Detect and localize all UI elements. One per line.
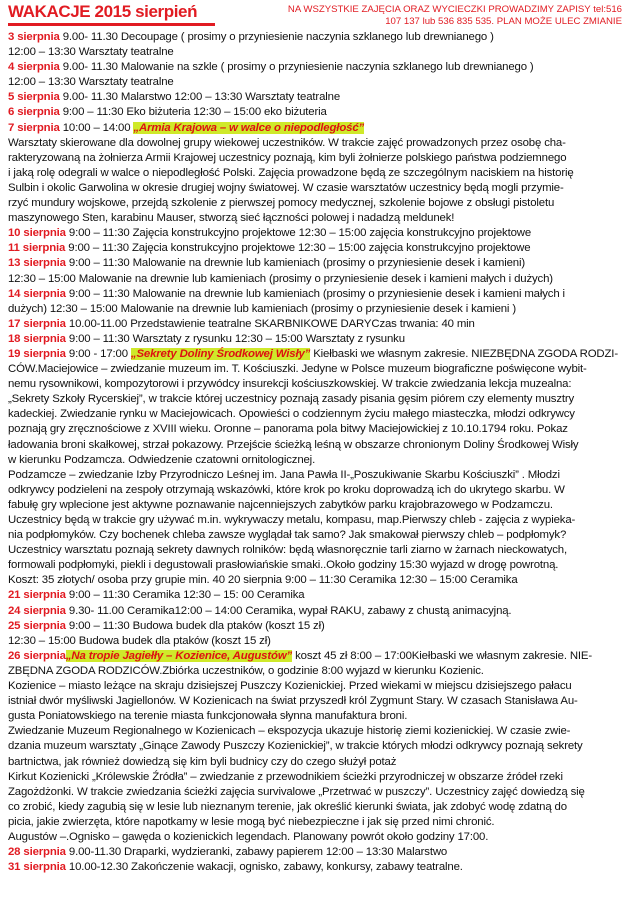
description-line [8, 634, 630, 649]
description-line [8, 755, 630, 770]
entry-text: CÓW.Maciejowice – zwiedzanie muzeum im. T. Kościuszki. Jedyne w Polsce muzeum biograficzne poświęcone wybit- [8, 363, 587, 376]
entry-text: Kirkut Kozienicki „Królewskie Źródła” – zwiedzanie z przewodnikiem ścieżki przyrodniczej w obszarze źródeł rzeki [8, 770, 563, 783]
entry-date: 3 sierpnia [8, 31, 60, 43]
entry-text: „Sekrety Szkoły Rycerskiej”, w trakcie której uczestnicy poznają zasady pisania gęsim piórem czy elementy musztry [8, 393, 575, 406]
schedule-entry [8, 588, 630, 603]
entry-text: 9:00 – 11:30 Zajęcia konstrukcyjno projektowe 12:30 – 15:00 zajęcia konstrukcyjno projektowe [65, 227, 532, 240]
entry-date: 18 sierpnia [8, 332, 66, 345]
trip-title-highlight: „Sekrety Doliny Środkowej Wisły” [130, 347, 311, 360]
entry-text: Sulbin i okolic Garwolina w okresie drugiej wojny światowej. W czasie warsztatów uczestnicy będą mogli przymie- [8, 181, 564, 194]
page-title [8, 2, 215, 26]
description-line [8, 272, 630, 287]
entry-text-continued: Kiełbaski we własnym zakresie. NIEZBĘDNA ZGODA RODZI- [310, 347, 618, 360]
entry-text: Uczestnicy warsztatu poznają sekrety dawnych rolników: będą własnoręcznie tarli ziarno w żarnach nieckowatych, [8, 544, 567, 557]
title-text: WAKACJE 2015 sierpień [8, 2, 198, 21]
entry-text: 9.00- 11.30 Malarstwo 12:00 – 13:30 Warsztaty teatralne [59, 91, 341, 104]
schedule-entry [8, 860, 630, 875]
description-line [8, 196, 630, 211]
entry-text: bartnictwa, jak również dowiedzą się kim byli budnicy czy do czego służył potaż [8, 755, 397, 768]
description-line [8, 75, 630, 90]
entry-date: 31 sierpnia [8, 861, 66, 874]
entry-text: 10.00-11.00 Przedstawienie teatralne SKARBNIKOWE DARYCzas trwania: 40 min [65, 317, 475, 330]
description-line [8, 166, 630, 181]
entry-text: Koszt: 35 złotych/ osoba przy grupie min. 40 20 sierpnia 9:00 – 11:30 Ceramika 12:30 – 15:00 Ceramika [8, 574, 518, 587]
description-line [8, 453, 630, 468]
description-line [8, 211, 630, 226]
description-line [8, 770, 630, 785]
schedule-entry [8, 121, 630, 136]
entry-text: formowali podpłomyki, piekli i degustowali prasłowiańskie smaki..Około godziny 15:30 wyjazd w drogę powrotną. [8, 559, 559, 572]
description-line [8, 558, 630, 573]
entry-text: 10:00 – 14:00 [59, 121, 134, 134]
entry-date: 11 sierpnia [8, 242, 66, 255]
entry-text: rakteryzowaną na żołnierza Armii Krajowej uczestnicy poznają, kim byli żołnierze polskiego państwa podziemnego [8, 151, 567, 164]
trip-title-highlight: „Na tropie Jagiełły – Kozienice, Augustów” [65, 649, 293, 662]
entry-text: 9.00- 11.30 Decoupage ( prosimy o przyniesienie naczynia szklanego lub drewnianego ) [59, 31, 494, 43]
description-line [8, 724, 630, 739]
entry-text: picia, jakie zwierzęta, które napotkamy w lesie mogą być niebezpieczne i jak się przed nimi chronić. [8, 815, 495, 828]
entry-text: 9:00 – 11:30 Malowanie na drewnie lub kamieniach (prosimy o przyniesienie desek i kamieni) [65, 257, 525, 270]
description-line [8, 377, 630, 392]
description-line [8, 513, 630, 528]
entry-text: co zrobić, kiedy zagubią się w lesie lub nieznanym terenie, jak określić kierunki świata, jak zdobyć wodę zdatną do [8, 800, 567, 813]
schedule-entry [8, 60, 630, 75]
description-line [8, 422, 630, 437]
entry-text: 12:00 – 13:30 Warsztaty teatralne [8, 76, 174, 89]
entry-text: fabułę gry wplecione jest aktywne poznawanie najcenniejszych zabytków parku krajobrazowego w Podzamczu. [8, 498, 553, 511]
entry-text: 10.00-12.30 Zakończenie wakacji, ognisko, zabawy, konkursy, zabawy teatralne. [65, 861, 463, 874]
entry-text: Warsztaty skierowane dla dowolnej grupy wiekowej uczestników. W trakcie zajęć prowadzonych przez osobę cha- [8, 136, 566, 149]
schedule-entry [8, 90, 630, 105]
schedule-entry [8, 649, 630, 664]
schedule-entry [8, 287, 630, 302]
entry-text: dużych) 12:30 – 15:00 Malowanie na drewnie lub kamieniach (prosimy o przyniesienie desek i kamieni ) [8, 302, 516, 315]
entry-date: 13 sierpnia [8, 257, 66, 270]
entry-date: 10 sierpnia [8, 227, 66, 240]
description-line [8, 151, 630, 166]
entry-text: nemu rysownikowi, kompozytorowi i przywódcy insurekcji kościuszkowskiej. W trakcie zwiedzania lekcja muzealna: [8, 378, 572, 391]
schedule-entry [8, 317, 630, 332]
schedule-entry [8, 604, 630, 619]
description-line [8, 709, 630, 724]
description-line [8, 815, 630, 830]
entry-date: 5 sierpnia [8, 91, 60, 104]
entry-text: Zagożdżonki. W trakcie zwiedzania ścieżki zajęcia survivalowe „Przetrwać w puszczy”. Uczestnicy zajęć dowiedzą się [8, 785, 585, 798]
schedule-entry [8, 845, 630, 860]
entry-text: istniał dwór myśliwski Jagiellonów. W Kozienicach na świat przyszedł król Zygmunt Stary. W czasach Stanisława Au- [8, 695, 578, 708]
description-line [8, 573, 630, 588]
description-line [8, 362, 630, 377]
description-line [8, 664, 630, 679]
entry-text: 12:30 – 15:00 Malowanie na drewnie lub kamieniach (prosimy o przyniesienie desek i kamieni małych i dużych) [8, 272, 553, 285]
entry-text: 9:00 – 11:30 Warsztaty z rysunku 12:30 – 15:00 Warsztaty z rysunku [65, 332, 405, 345]
entry-text: w kierunku Podzamcza. Odwiedzenie czatowni ornitologicznej. [8, 453, 316, 466]
entry-text: rzyć mundury wojskowe, przejdą szkolenie z pierwszej pomocy medycznej, szkolenie bojowe z obsługi pistoletu [8, 197, 555, 210]
description-line [8, 543, 630, 558]
entry-text: 12:30 – 15:00 Budowa budek dla ptaków (koszt 15 zł) [8, 634, 271, 647]
entry-text: kadeckiej. Zwiedzanie rynku w Maciejowicach. Opowieści o codziennym życiu małego miasteczka, młodzi odkrywcy [8, 408, 575, 421]
signup-notice: NA WSZYSTKIE ZAJĘCIA ORAZ WYCIECZKI PROWADZIMY ZAPISY tel:516 107 137 lub 536 835 535. PLAN MOŻE ULEC ZMIANIE [287, 4, 622, 27]
entry-date: 14 sierpnia [8, 287, 66, 300]
schedule-entry [8, 105, 630, 120]
schedule-entry [8, 256, 630, 271]
schedule-text [8, 30, 630, 875]
entry-date: 26 sierpnia [8, 649, 66, 662]
description-line [8, 800, 630, 815]
entry-text: ładowania broni skałkowej, strzał pokazowy. Przejście ścieżką leśną w obszarze chronionym Doliny Środkowej Wisły [8, 438, 579, 451]
entry-text: Kozienice – miasto leżące na skraju dzisiejszej Puszczy Kozienickiej. Przed wiekami w miejscu dzisiejszego pałacu [8, 680, 572, 693]
entry-text: poznają gry zręcznościowe z XVIII wieku. Oronne – panorama pola bitwy Maciejowickiej z 10.10.1794 roku. Pokaz [8, 423, 568, 436]
description-line [8, 181, 630, 196]
description-line [8, 498, 630, 513]
entry-text: gusta Poniatowskiego na terenie miasta funkcjonowała słynna manufaktura broni. [8, 710, 408, 723]
entry-text: 9:00 - 17:00 [65, 347, 131, 360]
entry-text: 9:00 – 11:30 Eko biżuteria 12:30 – 15:00 eko biżuteria [59, 106, 327, 119]
entry-text: 9.00-11.30 Draparki, wydzieranki, zabawy papierem 12:00 – 13:30 Malarstwo [65, 846, 448, 859]
entry-text: i jaką rolę odegrali w walce o niepodległość Polski. Zajęcia prowadzone będą ze szczególnym naciskiem na historię [8, 166, 574, 179]
description-line [8, 483, 630, 498]
entry-text: Zwiedzanie Muzeum Regionalnego w Kozienicach – ekspozycja ukazuje historię ziemi kozienickiej. W czasie zwie- [8, 725, 571, 738]
description-line [8, 830, 630, 845]
entry-text: maszynowego Sten, karabinu Mauser, stworzą sieć łączności polowej i nadadzą meldunek! [8, 212, 455, 225]
entry-date: 17 sierpnia [8, 317, 66, 330]
description-line [8, 528, 630, 543]
schedule-entry [8, 347, 630, 362]
schedule-entry [8, 619, 630, 634]
entry-date: 7 sierpnia [8, 121, 60, 134]
description-line [8, 407, 630, 422]
title-underline [8, 23, 215, 26]
entry-date: 24 sierpnia [8, 604, 66, 617]
entry-date: 25 sierpnia [8, 619, 66, 632]
entry-date: 21 sierpnia [8, 589, 66, 602]
description-line [8, 45, 630, 60]
entry-text: 9:00 – 11:30 Malowanie na drewnie lub kamieniach (prosimy o przyniesienie desek i kamieni małych i [65, 287, 565, 300]
schedule-entry [8, 241, 630, 256]
description-line [8, 136, 630, 151]
description-line [8, 739, 630, 754]
entry-text-continued: koszt 45 zł 8:00 – 17:00Kiełbaski we własnym zakresie. NIE- [292, 649, 593, 662]
entry-text: 9:00 – 11:30 Budowa budek dla ptaków (koszt 15 zł) [65, 619, 325, 632]
description-line [8, 392, 630, 407]
entry-text: 9.00- 11.30 Malowanie na szkle ( prosimy o przyniesienie naczynia szklanego lub drewnianego ) [59, 61, 534, 74]
description-line [8, 694, 630, 709]
entry-date: 4 sierpnia [8, 61, 60, 74]
entry-text: 9:00 – 11:30 Ceramika 12:30 – 15: 00 Ceramika [65, 589, 305, 602]
schedule-entry [8, 332, 630, 347]
description-line [8, 785, 630, 800]
entry-date: 19 sierpnia [8, 347, 66, 360]
entry-text: dzania muzeum warsztaty „Ginące Zawody Puszczy Kozienickiej”, w trakcie których młodzi odkrywcy poznają sekrety [8, 740, 583, 753]
schedule-entry [8, 226, 630, 241]
description-line [8, 302, 630, 317]
entry-text: 12:00 – 13:30 Warsztaty teatralne [8, 46, 174, 59]
description-line [8, 438, 630, 453]
trip-title-highlight: „Armia Krajowa – w walce o niepodległość” [133, 121, 365, 134]
description-line [8, 679, 630, 694]
description-line [8, 468, 630, 483]
entry-text: ZBĘDNA ZGODA RODZICÓW.Zbiórka uczestników, o godzinie 8:00 wyjazd w kierunku Kozienic. [8, 664, 484, 677]
entry-text: 9:00 – 11:30 Zajęcia konstrukcyjno projektowe 12:30 – 15:00 zajęcia konstrukcyjno projektowe [65, 242, 531, 255]
entry-date: 28 sierpnia [8, 846, 66, 859]
entry-text: nia podpłomyków. Czy bochenek chleba zawsze wyglądał tak samo? Jak smakował pierwszy chleb – podpłomyk? [8, 529, 567, 542]
entry-text: Uczestnicy będą w trakcie gry używać m.in. wykrywaczy metalu, kompasu, map.Pierwszy chleb - zajęcia z wypieka- [8, 514, 576, 526]
entry-text: 9.30- 11.00 Ceramika12:00 – 14:00 Ceramika, wypał RAKU, zabawy z chustą animacyjną. [65, 604, 512, 617]
entry-text: odkrywcy podzieleni na zespoły otrzymają wskazówki, które krok po kroku doprowadzą ich do ukrytego skarbu. W [8, 483, 565, 496]
entry-text: Augustów –.Ognisko – gawęda o kozienickich legendach. Planowany powrót około godziny 17:00. [8, 830, 489, 843]
schedule-entry [8, 30, 630, 45]
entry-date: 6 sierpnia [8, 106, 60, 119]
entry-text: Podzamcze – zwiedzanie Izby Przyrodniczo Leśnej im. Jana Pawła II-„Poszukiwanie Skarbu Kościuszki” . Młodzi [8, 468, 560, 481]
